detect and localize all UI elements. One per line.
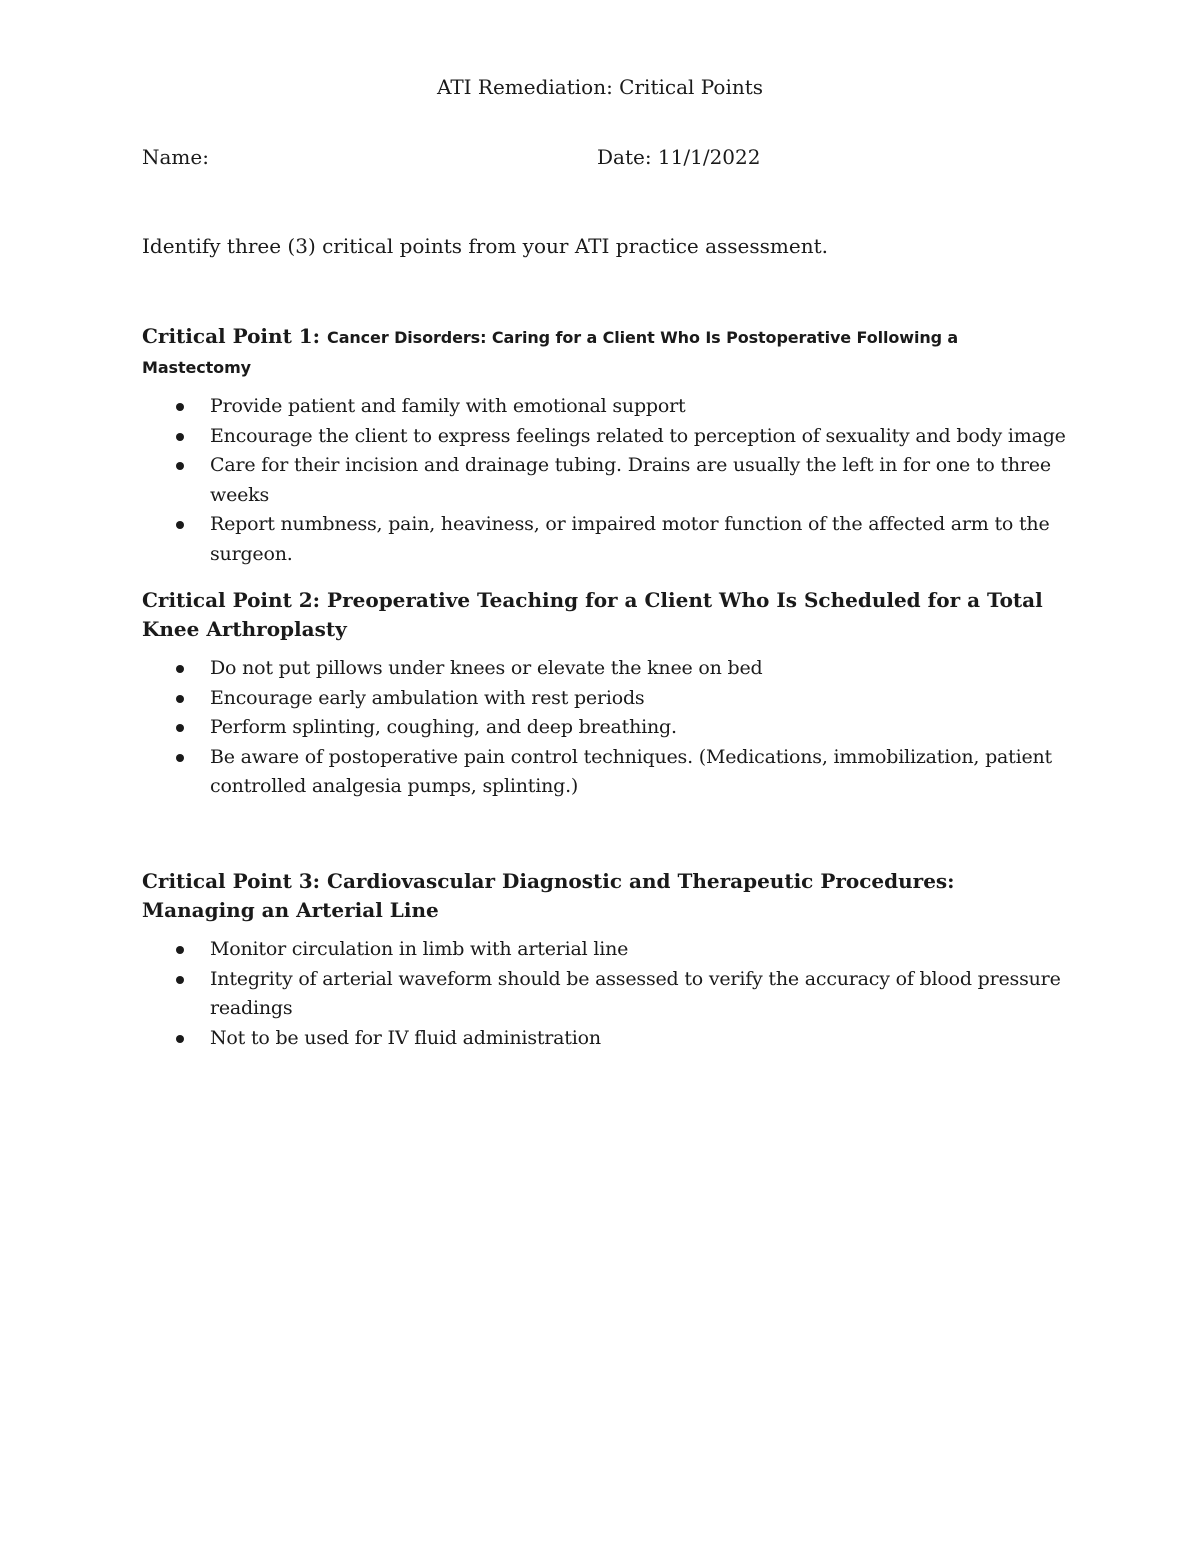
bullet-icon xyxy=(176,754,184,762)
list-item-text: Integrity of arterial waveform should be assessed to verify the accuracy of blood pressure readings xyxy=(210,967,1061,1019)
list-item xyxy=(142,965,1072,1024)
critical-point-1-heading xyxy=(142,322,1072,382)
critical-point-3-section xyxy=(142,867,1072,1053)
list-item-text: Report numbness, pain, heaviness, or impaired motor function of the affected arm to the surgeon. xyxy=(210,513,1050,565)
bullet-icon xyxy=(176,462,184,470)
bullet-icon xyxy=(176,403,184,411)
list-item-text: Be aware of postoperative pain control techniques. (Medications, immobilization, patient controlled analgesia pumps, splinting.) xyxy=(210,745,1052,797)
critical-point-1-section xyxy=(142,322,1072,569)
list-item xyxy=(142,935,1072,965)
name-label: Name: xyxy=(142,145,209,169)
list-item xyxy=(142,1024,1072,1054)
critical-point-1-topic: Cancer Disorders: Caring for a Client Who Is Postoperative Following a Mastectomy xyxy=(142,328,959,377)
list-item xyxy=(142,743,1072,802)
critical-point-3-topic: Cardiovascular Diagnostic and Therapeutic Procedures: Managing an Arterial Line xyxy=(142,869,955,922)
critical-point-2-list xyxy=(142,654,1072,802)
critical-point-3-label: Critical Point 3: xyxy=(142,869,321,893)
bullet-icon xyxy=(176,695,184,703)
list-item-text: Perform splinting, coughing, and deep breathing. xyxy=(210,716,677,738)
critical-point-3-list xyxy=(142,935,1072,1053)
bullet-icon xyxy=(176,521,184,529)
instruction-text: Identify three (3) critical points from your ATI practice assessment. xyxy=(142,234,828,258)
bullet-icon xyxy=(176,976,184,984)
list-item xyxy=(142,713,1072,743)
critical-point-2-section xyxy=(142,586,1072,802)
bullet-icon xyxy=(176,724,184,732)
bullet-icon xyxy=(176,1035,184,1043)
list-item-text: Provide patient and family with emotional support xyxy=(210,395,686,417)
list-item-text: Encourage early ambulation with rest periods xyxy=(210,686,645,709)
critical-point-3-heading xyxy=(142,867,1072,925)
document-title: ATI Remediation: Critical Points xyxy=(436,75,764,99)
list-item-text: Encourage the client to express feelings related to perception of sexuality and body image xyxy=(210,424,1066,447)
list-item xyxy=(142,684,1072,714)
date-label: Date: 11/1/2022 xyxy=(597,145,761,169)
critical-point-1-list xyxy=(142,392,1072,569)
list-item-text: Monitor circulation in limb with arterial line xyxy=(210,938,629,960)
list-item xyxy=(142,451,1072,510)
bullet-icon xyxy=(176,665,184,673)
critical-point-2-label: Critical Point 2: xyxy=(142,588,321,612)
bullet-icon xyxy=(176,946,184,954)
critical-point-2-heading xyxy=(142,586,1072,644)
list-item-text: Care for their incision and drainage tubing. Drains are usually the left in for one to three weeks xyxy=(210,454,1051,506)
list-item xyxy=(142,654,1072,684)
list-item-text: Do not put pillows under knees or elevate the knee on bed xyxy=(210,657,763,679)
bullet-icon xyxy=(176,433,184,441)
critical-point-1-label: Critical Point 1: xyxy=(142,324,321,348)
list-item xyxy=(142,422,1072,452)
list-item-text: Not to be used for IV fluid administration xyxy=(210,1026,601,1049)
list-item xyxy=(142,392,1072,422)
list-item xyxy=(142,510,1072,569)
critical-point-2-topic: Preoperative Teaching for a Client Who Is Scheduled for a Total Knee Arthroplasty xyxy=(142,588,1043,641)
name-date-row xyxy=(142,143,1062,171)
